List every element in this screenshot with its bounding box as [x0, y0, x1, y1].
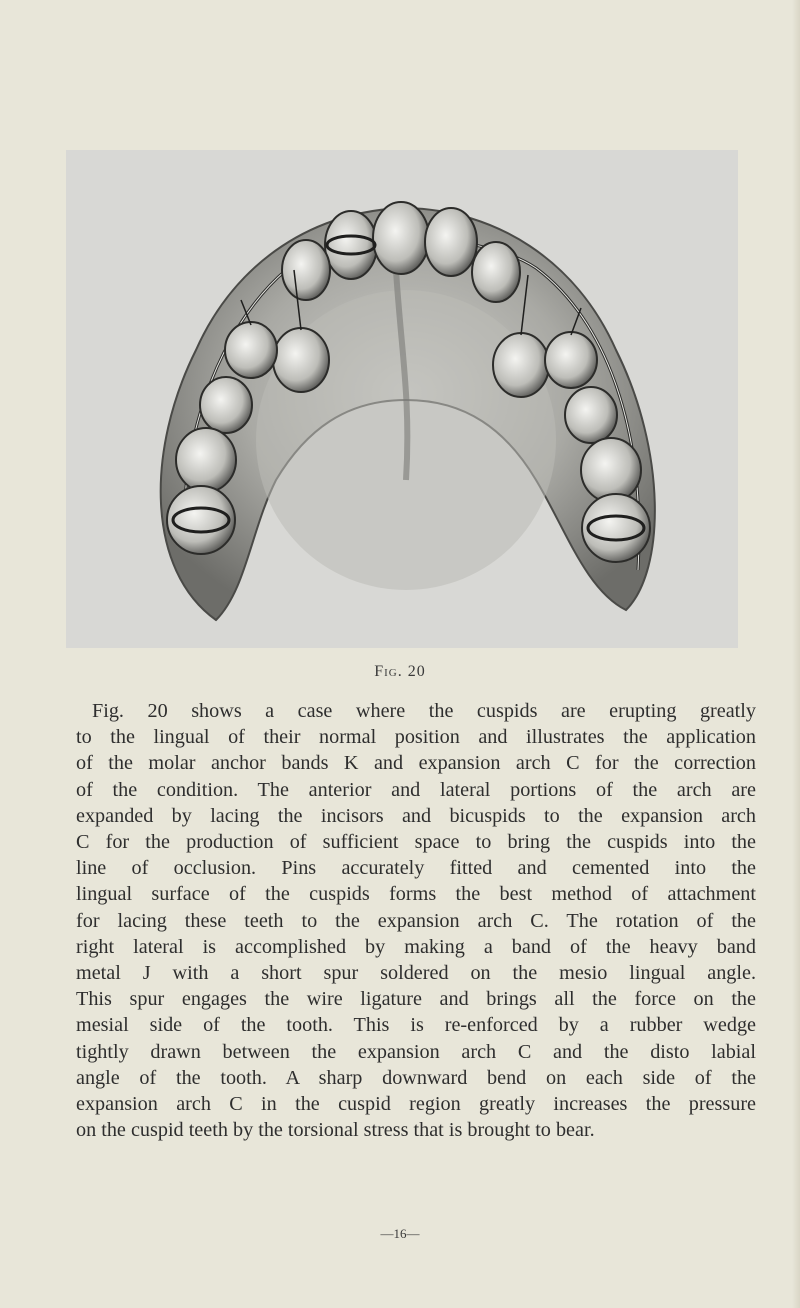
paragraph-line: Fig. 20 shows a case where the cuspids are erupting greatly — [92, 700, 756, 722]
paragraph-line: expansion arch C in the cuspid region greatly increases the pressure — [76, 1093, 756, 1116]
paragraph-line: to the lingual of their normal position and illustrates the application — [76, 726, 756, 749]
paragraph-line: expanded by lacing the incisors and bicuspids to the expansion arch — [76, 804, 756, 827]
figure-plate — [66, 150, 738, 648]
paragraph-line: right lateral is accomplished by making a band of the heavy band — [76, 935, 756, 958]
paragraph-line: lingual surface of the cuspids forms the best method of attachment — [76, 883, 756, 906]
paragraph-line: This spur engages the wire ligature and brings all the force on the — [76, 988, 756, 1011]
paragraph-line: tightly drawn between the expansion arch C and the disto labial — [76, 1040, 756, 1063]
paragraph-line: metal J with a short spur soldered on the mesio lingual angle. — [76, 962, 756, 985]
body-paragraph — [76, 698, 756, 1143]
page-edge-shadow — [792, 0, 800, 1308]
paragraph-line: mesial side of the tooth. This is re-enforced by a rubber wedge — [76, 1014, 756, 1037]
paragraph-line: on the cuspid teeth by the torsional stress that is brought to bear. — [76, 1119, 595, 1142]
figure-caption: Fig. 20 — [374, 663, 426, 680]
paragraph-line: of the condition. The anterior and lateral portions of the arch are — [76, 778, 756, 801]
paragraph-line: C for the production of sufficient space to bring the cuspids into the — [76, 831, 756, 854]
paragraph-line: of the molar anchor bands K and expansion arch C for the correction — [76, 752, 756, 775]
paragraph-line: line of occlusion. Pins accurately fitted and cemented into the — [76, 857, 756, 880]
paragraph-line: for lacing these teeth to the expansion arch C. The rotation of the — [76, 909, 756, 932]
dental-cast-illustration — [66, 150, 738, 648]
page-number: —16— — [380, 1226, 420, 1241]
paragraph-line: angle of the tooth. A sharp downward bend on each side of the — [76, 1066, 756, 1089]
